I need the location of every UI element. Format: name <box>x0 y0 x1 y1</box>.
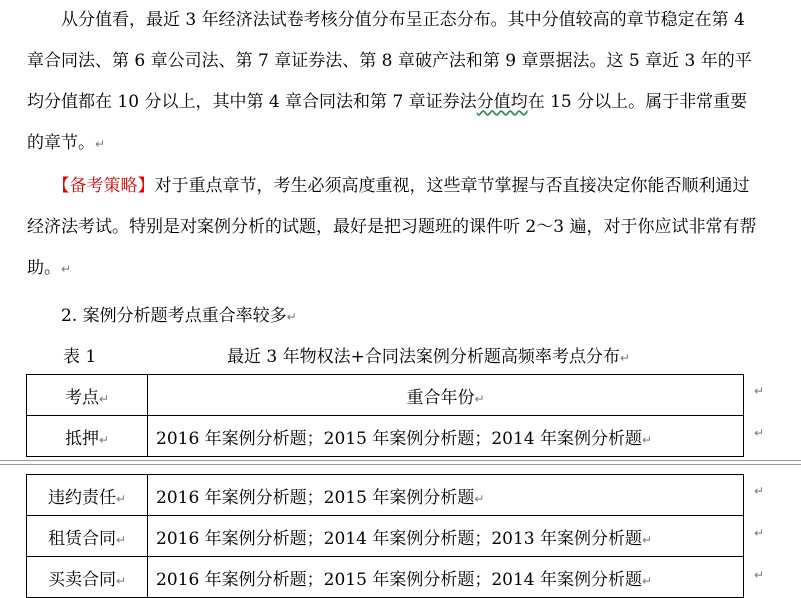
cell-years: 2016 年案例分析题；2015 年案例分析题↵ <box>148 475 744 516</box>
data-table-top <box>26 374 744 457</box>
header-cell-years: 重合年份↵ <box>148 375 744 416</box>
table-header-row <box>27 375 744 416</box>
paragraph-mark: ↵ <box>619 351 630 365</box>
cell-years: 2016 年案例分析题；2014 年案例分析题；2013 年案例分析题↵ <box>148 516 744 557</box>
cell-point: 抵押↵ <box>27 416 148 457</box>
table-caption: 最近 3 年物权法+合同法案例分析题高频率考点分布↵ <box>227 347 630 367</box>
table-row <box>27 516 744 557</box>
paragraph-mark: ↵ <box>95 137 106 151</box>
header-cell-point: 考点↵ <box>27 375 148 416</box>
table-row <box>27 475 744 516</box>
paragraph-mark: ↵ <box>286 310 297 324</box>
table-row <box>27 416 744 457</box>
strategy-label: 【备考策略】 <box>61 176 155 196</box>
page-break-line <box>0 460 801 461</box>
row-end-mark: ↵ <box>754 484 765 498</box>
paragraph-mark: ↵ <box>61 262 72 276</box>
cell-point: 违约责任↵ <box>27 475 148 516</box>
table-row <box>27 557 744 598</box>
cell-point: 买卖合同↵ <box>27 557 148 598</box>
section-heading: 2. 案例分析题考点重合率较多↵ <box>61 306 297 326</box>
row-end-mark: ↵ <box>754 426 765 440</box>
page-break-line <box>0 464 801 465</box>
grammar-underline: 分值均 <box>476 92 528 112</box>
paragraph-strategy: 【备考策略】对于重点章节，考生必须高度重视，这些章节掌握与否直接决定你能否顺利通过经济法考试。特别是对案例分析的试题，最好是把习题班的课件听 2～3 遍，对于你应试非常有帮助。↵ <box>27 176 757 278</box>
row-end-mark: ↵ <box>754 384 765 398</box>
data-table-bottom <box>26 474 744 598</box>
table-label: 表 1 <box>63 347 97 367</box>
row-end-mark: ↵ <box>754 568 765 582</box>
row-end-mark: ↵ <box>754 526 765 540</box>
cell-years: 2016 年案例分析题；2015 年案例分析题；2014 年案例分析题↵ <box>148 557 744 598</box>
cell-point: 租赁合同↵ <box>27 516 148 557</box>
paragraph-intro: 从分值看，最近 3 年经济法试卷考核分值分布呈正态分布。其中分值较高的章节稳定在第 4 章合同法、第 6 章公司法、第 7 章证券法、第 8 章破产法和第 9 章票据法。这 5 章近 3 年的平均分值都在 10 分以上，其中第 4 章合同法和第 7 章证券法分值均在 15 分以上。属于非常重要的章节。↵ <box>27 10 752 153</box>
cell-years: 2016 年案例分析题；2015 年案例分析题；2014 年案例分析题↵ <box>148 416 744 457</box>
